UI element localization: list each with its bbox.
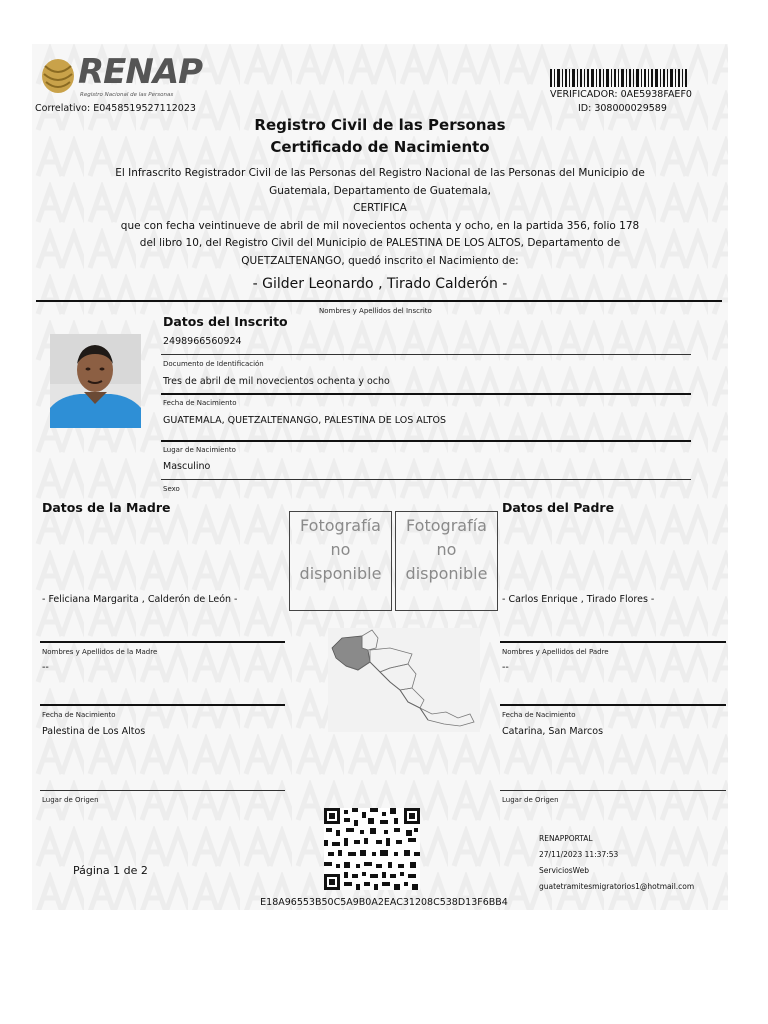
central-america-map [328, 628, 480, 732]
documento-line [161, 354, 691, 355]
title-certificado: Certificado de Nacimiento [270, 138, 490, 156]
madre-name-label: Nombres y Apellidos de la Madre [42, 648, 158, 656]
madre-photo-placeholder: Fotografía no disponible [289, 511, 392, 611]
sexo-value: Masculino [163, 461, 211, 472]
verificador: VERIFICADOR: 0AE5938FAEF0 [550, 89, 692, 100]
renap-logo [38, 54, 218, 100]
datos-padre-title: Datos del Padre [502, 500, 615, 515]
inscrito-photo [50, 334, 141, 428]
madre-name: - Feliciana Margarita , Calderón de León - [42, 594, 238, 605]
body-certifica: CERTIFICA [353, 202, 407, 214]
document-hash: E18A96553B50C5A9B0A2EAC31208C538D13F6BB4 [260, 897, 508, 908]
logo-subtitle: Registro Nacional de las Personas [80, 92, 174, 98]
madre-fecha-line [40, 704, 285, 706]
madre-name-line [40, 641, 285, 643]
certificate-sheet [32, 44, 728, 910]
padre-lugar: Catarina, San Marcos [502, 726, 604, 737]
logo-text: RENAP [78, 52, 203, 92]
datos-inscrito-title: Datos del Inscrito [163, 314, 288, 329]
madre-lugar-label: Lugar de Origen [42, 796, 99, 804]
padre-lugar-label: Lugar de Origen [502, 796, 559, 804]
padre-fecha-label: Fecha de Nacimiento [502, 711, 576, 719]
qr-code [324, 808, 420, 890]
madre-fecha-label: Fecha de Nacimiento [42, 711, 116, 719]
documento-label: Documento de Identificación [163, 360, 264, 368]
madre-lugar: Palestina de Los Altos [42, 726, 146, 737]
body-line-4: del libro 10, del Registro Civil del Municipio de PALESTINA DE LOS ALTOS, Departamento de [139, 237, 621, 249]
correlativo: Correlativo: E0458519527112023 [35, 103, 196, 114]
padre-name: - Carlos Enrique , Tirado Flores - [502, 594, 655, 605]
title-registro: Registro Civil de las Personas [254, 116, 506, 134]
lugar-line [161, 440, 691, 442]
sexo-label: Sexo [163, 485, 180, 493]
sexo-line [161, 479, 691, 480]
lugar-nacimiento-value: GUATEMALA, QUETZALTENANGO, PALESTINA DE LOS ALTOS [163, 415, 447, 426]
body-line-1: El Infrascrito Registrador Civil de las Personas del Registro Nacional de las Personas del Municipio de [115, 167, 645, 179]
padre-name-line [500, 641, 726, 643]
madre-fecha: -- [42, 662, 49, 673]
page-number: Página 1 de 2 [73, 864, 148, 877]
padre-fecha: -- [502, 662, 509, 673]
body-line-5: QUETZALTENANGO, quedó inscrito el Nacimiento de: [241, 254, 519, 267]
fecha-nacimiento-label: Fecha de Nacimiento [163, 399, 237, 407]
footer-datetime: 27/11/2023 11:37:53 [539, 850, 619, 859]
body-line-3: que con fecha veintinueve de abril de mil novecientos ochenta y ocho, en la partida 356, folio 178 [120, 219, 640, 232]
fecha-nacimiento-value: Tres de abril de mil novecientos ochenta y ocho [163, 376, 390, 387]
barcode [550, 69, 690, 89]
padre-photo-placeholder: Fotografía no disponible [395, 511, 498, 611]
inscrito-full-name: - Gilder Leonardo , Tirado Calderón - [252, 276, 508, 292]
footer-service: ServiciosWeb [539, 866, 590, 875]
padre-lugar-line [500, 790, 726, 791]
padre-fecha-line [500, 704, 726, 706]
fecha-line [161, 393, 691, 395]
id-number: ID: 308000029589 [578, 103, 667, 114]
madre-lugar-line [40, 790, 285, 791]
footer-email: guatetramitesmigratorios1@hotmail.com [539, 882, 695, 891]
footer-portal: RENAPPORTAL [539, 834, 593, 843]
name-divider [36, 300, 722, 302]
documento-value: 2498966560924 [163, 336, 242, 347]
datos-madre-title: Datos de la Madre [42, 500, 171, 515]
body-line-2: Guatemala, Departamento de Guatemala, [269, 184, 491, 197]
padre-name-label: Nombres y Apellidos del Padre [502, 648, 609, 656]
renap-emblem [40, 56, 80, 96]
inscrito-name-label: Nombres y Apellidos del Inscrito [319, 307, 432, 315]
lugar-nacimiento-label: Lugar de Nacimiento [163, 446, 236, 454]
